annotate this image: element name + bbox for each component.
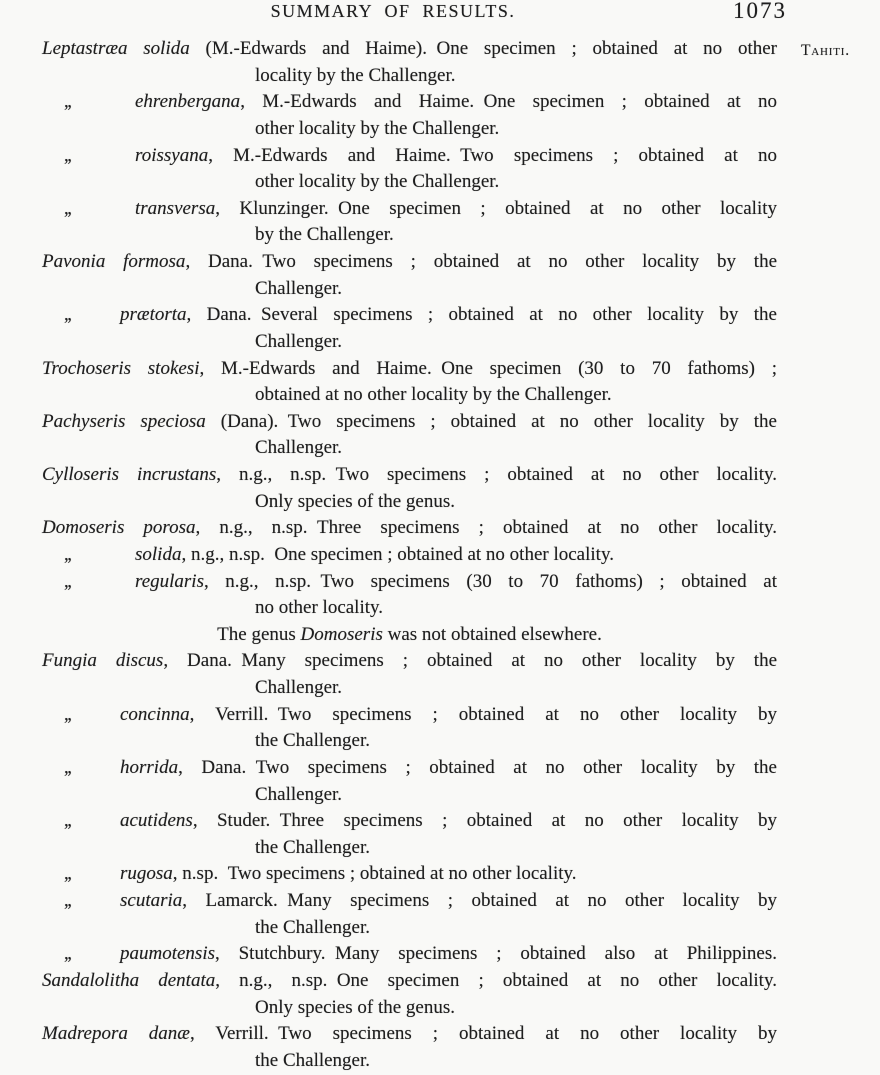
- taxon-name: Leptastræa solida: [42, 38, 190, 59]
- text-segment: , Dana. Many specimens ; obtained at no other locality by the: [163, 650, 777, 672]
- text-segment: was not obtained elsewhere.: [382, 623, 602, 645]
- taxon-name: prætorta: [120, 304, 187, 326]
- text-segment: Challenger.: [255, 437, 343, 459]
- taxon-name: roissyana: [135, 144, 209, 166]
- text-segment: , n.g., n.sp. One specimen ; obtained at no other locality.: [215, 969, 777, 991]
- text-line: [42, 648, 777, 675]
- text-segment: , Verrill. Two specimens ; obtained at no other locality by: [190, 1023, 777, 1045]
- taxon-name: Madrepora danæ: [42, 1023, 190, 1045]
- margin-note-tahiti: Tahiti.: [801, 42, 850, 59]
- ditto-mark: ,,: [64, 863, 71, 885]
- text-segment: the Challenger.: [255, 836, 371, 858]
- taxon-name: Trochoseris stokesi: [42, 357, 200, 379]
- taxon-name: horrida: [120, 756, 179, 778]
- text-line: [42, 595, 777, 622]
- taxon-name: Fungia discus: [42, 650, 164, 672]
- taxon-name: paumotensis: [120, 943, 215, 965]
- text-line: [42, 462, 777, 489]
- text-line: [42, 409, 777, 436]
- text-segment: , Dana. Two specimens ; obtained at no other locality by the: [185, 251, 777, 272]
- text-line: [42, 808, 777, 835]
- text-segment: , Lamarck. Many specimens ; obtained at no other locality by: [182, 890, 777, 911]
- text-line: [42, 382, 777, 409]
- ditto-mark: ,,: [64, 943, 71, 965]
- taxon-name: regularis: [135, 570, 204, 592]
- text-segment: Challenger.: [255, 330, 343, 352]
- text-line: [42, 356, 777, 383]
- text-segment: locality by the Challenger.: [255, 64, 456, 86]
- text-segment: obtained at no other locality by the Challenger.: [255, 384, 612, 406]
- text-line: [42, 622, 777, 649]
- ditto-mark: ,,: [64, 91, 71, 113]
- text-line: [42, 968, 777, 995]
- text-line: [42, 302, 777, 329]
- ditto-mark: ,,: [64, 144, 71, 166]
- text-segment: The genus: [217, 623, 301, 645]
- text-line: [42, 995, 777, 1022]
- ditto-mark: ,,: [64, 756, 71, 778]
- text-block: [42, 36, 777, 1074]
- taxon-name: ehrenbergana: [135, 91, 241, 113]
- text-line: [42, 435, 777, 462]
- text-line: [42, 36, 777, 63]
- text-line: [42, 116, 777, 143]
- text-line: [42, 542, 777, 569]
- text-segment: , M.-Edwards and Haime. One specimen (30 to 70 fathoms) ;: [199, 357, 777, 379]
- text-segment: , Klunzinger. One specimen ; obtained at no other locality: [215, 197, 777, 219]
- text-segment: Challenger.: [255, 783, 343, 805]
- taxon-name: rugosa: [120, 863, 173, 885]
- taxon-name: scutaria: [120, 890, 183, 911]
- text-line: [42, 222, 777, 249]
- text-segment: , M.-Edwards and Haime. Two specimens ; obtained at no: [208, 144, 777, 166]
- text-line: [42, 489, 777, 516]
- text-line: [42, 755, 777, 782]
- ditto-mark: ,,: [64, 703, 71, 725]
- ditto-mark: ,,: [64, 570, 71, 592]
- text-line: [42, 515, 777, 542]
- text-segment: , Dana. Several specimens ; obtained at no other locality by the: [186, 304, 777, 326]
- text-line: [42, 861, 777, 888]
- text-segment: Only species of the genus.: [255, 490, 455, 512]
- text-line: [42, 143, 777, 170]
- text-line: [42, 89, 777, 116]
- text-line: [42, 728, 777, 755]
- text-line: [42, 63, 777, 90]
- ditto-mark: ,,: [64, 543, 71, 565]
- taxon-name: solida: [135, 543, 182, 565]
- text-line: [42, 941, 777, 968]
- text-line: [42, 1021, 777, 1048]
- ditto-mark: ,,: [64, 810, 71, 832]
- taxon-name: Domoseris: [300, 623, 383, 645]
- text-segment: , M.-Edwards and Haime. One specimen ; obtained at no: [240, 91, 777, 113]
- text-segment: (M.-Edwards and Haime). One specimen ; obtained at no other: [189, 38, 777, 59]
- text-line: [42, 249, 777, 276]
- text-segment: the Challenger.: [255, 1049, 371, 1071]
- text-line: [42, 329, 777, 356]
- text-segment: , n.g., n.sp. One specimen ; obtained at no other locality.: [181, 543, 614, 565]
- text-line: [42, 169, 777, 196]
- text-line: [42, 835, 777, 862]
- text-segment: , Verrill. Two specimens ; obtained at no other locality by: [189, 703, 777, 725]
- text-segment: , Studer. Three specimens ; obtained at no other locality by: [192, 810, 777, 832]
- taxon-name: concinna: [120, 703, 190, 725]
- text-line: [42, 915, 777, 942]
- taxon-name: Pachyseris speciosa: [42, 410, 206, 432]
- text-line: [42, 276, 777, 303]
- page-number: 1073: [733, 0, 787, 23]
- text-segment: the Challenger.: [255, 916, 371, 938]
- text-segment: the Challenger.: [255, 730, 371, 752]
- taxon-name: Sandalolitha dentata: [42, 969, 216, 991]
- text-segment: , n.g., n.sp. Three specimens ; obtained at no other locality.: [195, 517, 777, 539]
- text-segment: , Stutchbury. Many specimens ; obtained also at Philippines.: [215, 943, 777, 965]
- taxon-name: acutidens: [120, 810, 193, 832]
- text-segment: , n.sp. Two specimens ; obtained at no other locality.: [172, 863, 577, 885]
- text-line: [42, 888, 777, 915]
- taxon-name: transversa: [135, 197, 216, 219]
- text-segment: , n.g., n.sp. Two specimens (30 to 70 fathoms) ; obtained at: [203, 570, 777, 592]
- text-line: [42, 702, 777, 729]
- taxon-name: Cylloseris incrustans: [42, 464, 217, 485]
- text-line: [42, 569, 777, 596]
- text-line: [42, 196, 777, 223]
- taxon-name: Domoseris porosa: [42, 517, 196, 539]
- ditto-mark: ,,: [64, 890, 71, 911]
- text-segment: by the Challenger.: [255, 224, 394, 246]
- text-segment: (Dana). Two specimens ; obtained at no other locality by the: [205, 410, 777, 432]
- text-segment: no other locality.: [255, 597, 384, 619]
- text-line: [42, 782, 777, 809]
- taxon-name: Pavonia formosa: [42, 251, 186, 272]
- text-segment: Only species of the genus.: [255, 996, 455, 1018]
- text-segment: , Dana. Two specimens ; obtained at no other locality by the: [178, 756, 777, 778]
- page-header-title: SUMMARY OF RESULTS.: [270, 1, 516, 21]
- text-segment: Challenger.: [255, 677, 343, 698]
- text-segment: , n.g., n.sp. Two specimens ; obtained at no other locality.: [216, 464, 777, 485]
- ditto-mark: ,,: [64, 304, 71, 326]
- text-segment: other locality by the Challenger.: [255, 171, 500, 193]
- text-line: [42, 675, 777, 702]
- text-segment: other locality by the Challenger.: [255, 117, 500, 139]
- text-line: [42, 1048, 777, 1075]
- ditto-mark: ,,: [64, 197, 71, 219]
- text-segment: Challenger.: [255, 277, 343, 299]
